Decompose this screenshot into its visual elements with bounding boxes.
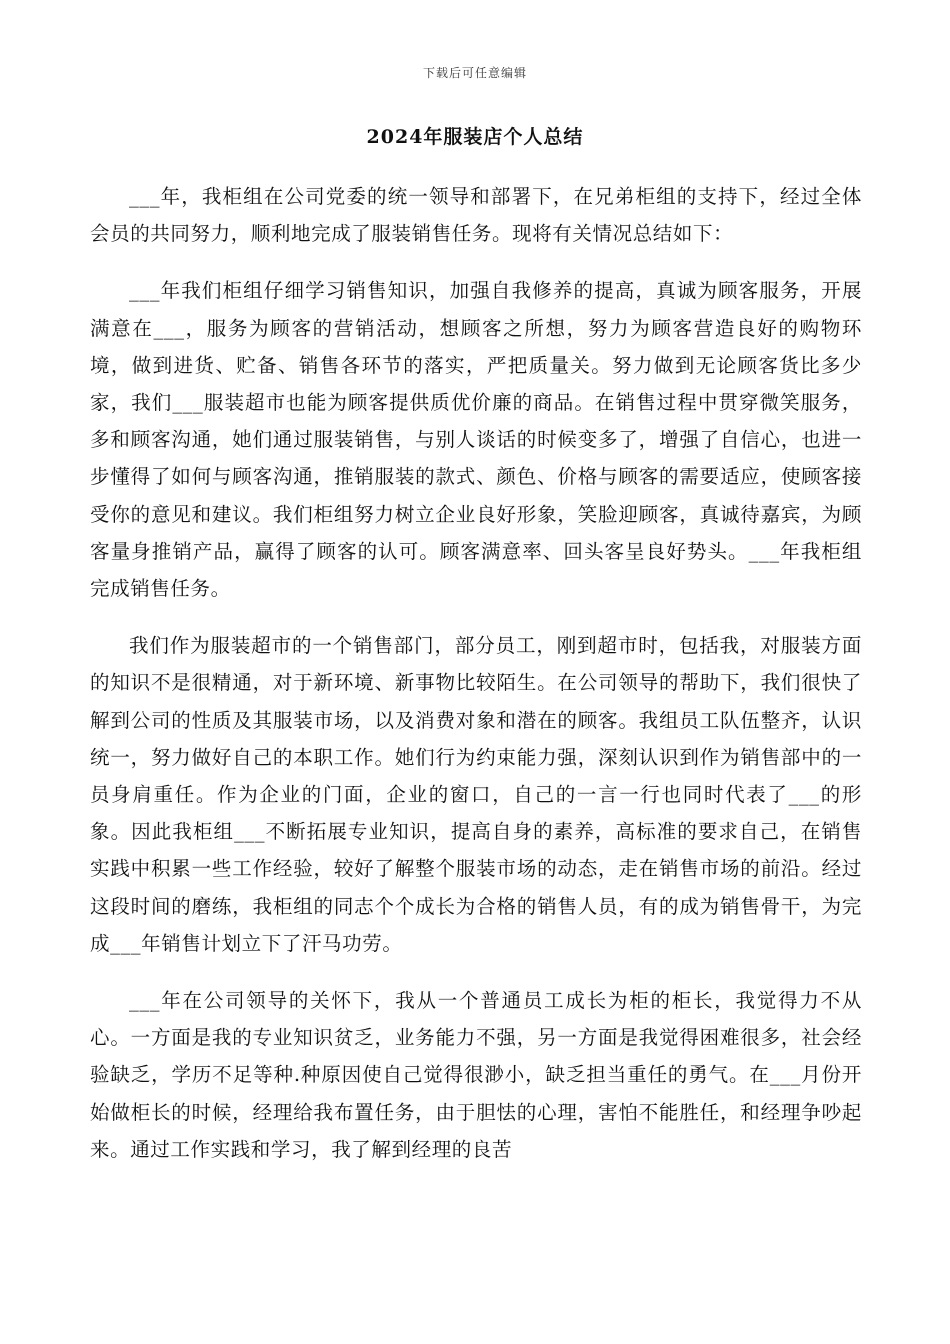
header-note: 下载后可任意编辑	[422, 66, 527, 80]
document-title: 2024年服装店个人总结	[366, 126, 584, 148]
document-body	[90, 178, 862, 1188]
paragraph-4: ___年在公司领导的关怀下，我从一个普通员工成长为柜的柜长，我觉得力不从心。一方面是我的专业知识贫乏，业务能力不强，另一方面是我觉得困难很多，社会经验缺乏，学历不足等种.种原因使自己觉得很渺小，缺乏担当重任的勇气。在___月份开始做柜长的时候，经理给我布置任务，由于胆怯的心理，害怕不能胜任，和经理争吵起来。通过工作实践和学习，我了解到经理的良苦	[90, 989, 862, 1161]
paragraph-3: 我们作为服装超市的一个销售部门，部分员工，刚到超市时，包括我，对服装方面的知识不是很精通，对于新环境、新事物比较陌生。在公司领导的帮助下，我们很快了解到公司的性质及其服装市场，以及消费对象和潜在的顾客。我组员工队伍整齐，认识统一，努力做好自己的本职工作。她们行为约束能力强，深刻认识到作为销售部中的一员身肩重任。作为企业的门面，企业的窗口，自己的一言一行也同时代表了___的形象。因此我柜组___不断拓展专业知识，提高自身的素养，高标准的要求自己，在销售实践中积累一些工作经验，较好了解整个服装市场的动态，走在销售市场的前沿。经过这段时间的磨练，我柜组的同志个个成长为合格的销售人员，有的成为销售骨干，为完成___年销售计划立下了汗马功劳。	[90, 634, 862, 955]
paragraph-2: ___年我们柜组仔细学习销售知识，加强自我修养的提高，真诚为顾客服务，开展满意在___，服务为顾客的营销活动，想顾客之所想，努力为顾客营造良好的购物环境，做到进货、贮备、销售各环节的落实，严把质量关。努力做到无论顾客货比多少家，我们___服装超市也能为顾客提供质优价廉的商品。在销售过程中贯穿微笑服务，多和顾客沟通，她们通过服装销售，与别人谈话的时候变多了，增强了自信心，也进一步懂得了如何与顾客沟通，推销服装的款式、颜色、价格与顾客的需要适应，使顾客接受你的意见和建议。我们柜组努力树立企业良好形象，笑脸迎顾客，真诚待嘉宾，为顾客量身推销产品，赢得了顾客的认可。顾客满意率、回头客呈良好势头。___年我柜组完成销售任务。	[90, 279, 862, 601]
paragraph-1: ___年，我柜组在公司党委的统一领导和部署下，在兄弟柜组的支持下，经过全体会员的共同努力，顺利地完成了服装销售任务。现将有关情况总结如下：	[90, 185, 862, 246]
